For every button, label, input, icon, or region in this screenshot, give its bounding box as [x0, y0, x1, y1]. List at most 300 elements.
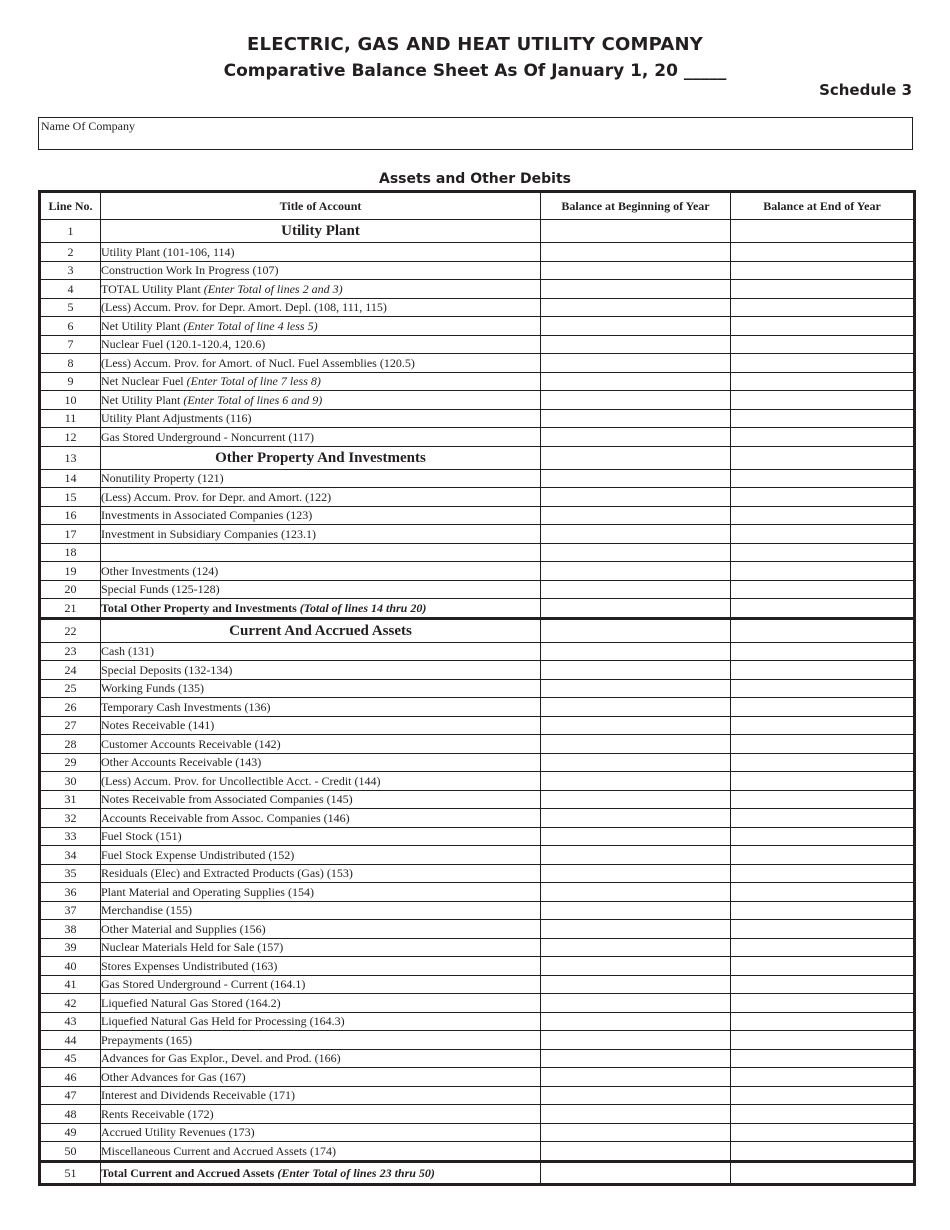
account-title-text: Accounts Receivable from Assoc. Companies (146) — [101, 810, 350, 825]
end-balance-cell[interactable] — [731, 716, 915, 735]
account-title — [101, 220, 541, 243]
line-number: 10 — [40, 391, 101, 410]
account-title-text: Miscellaneous Current and Accrued Assets (174) — [101, 1143, 336, 1158]
begin-balance-cell[interactable] — [541, 372, 731, 391]
account-title — [101, 1012, 541, 1031]
schedule-label: Schedule 3 — [819, 81, 912, 99]
account-title — [101, 809, 541, 828]
end-balance-cell[interactable] — [731, 562, 915, 581]
line-number: 3 — [40, 261, 101, 280]
begin-balance-cell[interactable] — [541, 772, 731, 791]
table-row — [40, 562, 915, 581]
account-title-text: Working Funds (135) — [101, 681, 205, 696]
end-balance-cell[interactable] — [731, 735, 915, 754]
line-number: 48 — [40, 1105, 101, 1124]
begin-balance-cell[interactable] — [541, 883, 731, 902]
begin-balance-cell[interactable] — [541, 1068, 731, 1087]
company-name-label: Name Of Company — [41, 119, 135, 133]
end-balance-cell[interactable] — [731, 772, 915, 791]
account-title — [101, 335, 541, 354]
account-title-note: (Enter Total of lines 2 and 3) — [203, 281, 343, 296]
line-number: 18 — [40, 543, 101, 562]
begin-balance-cell[interactable] — [541, 901, 731, 920]
line-number: 11 — [40, 409, 101, 428]
line-number: 49 — [40, 1123, 101, 1142]
begin-balance-cell[interactable] — [541, 354, 731, 373]
begin-balance-cell[interactable] — [541, 298, 731, 317]
account-title-text: Other Advances for Gas (167) — [101, 1069, 246, 1084]
account-title — [101, 488, 541, 507]
table-row — [40, 679, 915, 698]
table-row — [40, 975, 915, 994]
line-number: 9 — [40, 372, 101, 391]
line-number: 14 — [40, 469, 101, 488]
account-title-text: Nuclear Fuel (120.1-120.4, 120.6) — [101, 337, 266, 352]
account-title — [101, 716, 541, 735]
begin-balance-cell[interactable] — [541, 409, 731, 428]
balance-sheet-table — [38, 190, 916, 1186]
end-balance-cell[interactable] — [731, 1123, 915, 1142]
line-number: 15 — [40, 488, 101, 507]
begin-balance-cell[interactable] — [541, 790, 731, 809]
line-number: 25 — [40, 679, 101, 698]
line-number: 20 — [40, 580, 101, 599]
company-name-field[interactable] — [38, 117, 913, 150]
line-number: 36 — [40, 883, 101, 902]
account-title-text: Total Current and Accrued Assets — [101, 1165, 278, 1180]
account-title-text: Investment in Subsidiary Companies (123.1) — [101, 526, 316, 541]
account-title-text: Accrued Utility Revenues (173) — [101, 1125, 255, 1140]
begin-balance-cell[interactable] — [541, 735, 731, 754]
table-row — [40, 317, 915, 336]
account-title — [101, 1049, 541, 1068]
table-row — [40, 335, 915, 354]
account-title-text: Cash (131) — [101, 644, 154, 659]
line-number: 46 — [40, 1068, 101, 1087]
begin-balance-cell[interactable] — [541, 642, 731, 661]
account-title — [101, 446, 541, 469]
account-title — [101, 735, 541, 754]
account-title-note: (Enter Total of line 7 less 8) — [186, 374, 321, 389]
begin-balance-cell[interactable] — [541, 506, 731, 525]
table-row — [40, 846, 915, 865]
end-balance-cell[interactable] — [731, 409, 915, 428]
table-row — [40, 280, 915, 299]
table-row — [40, 372, 915, 391]
account-title — [101, 901, 541, 920]
table-row — [40, 753, 915, 772]
account-title-text: Rents Receivable (172) — [101, 1106, 214, 1121]
table-row — [40, 354, 915, 373]
line-number: 40 — [40, 957, 101, 976]
account-title — [101, 409, 541, 428]
line-number: 51 — [40, 1161, 101, 1184]
account-title — [101, 864, 541, 883]
end-balance-cell[interactable] — [731, 618, 915, 642]
line-number: 24 — [40, 661, 101, 680]
end-balance-cell[interactable] — [731, 1105, 915, 1124]
begin-balance-cell[interactable] — [541, 428, 731, 447]
line-number: 39 — [40, 938, 101, 957]
account-title — [101, 790, 541, 809]
table-row — [40, 864, 915, 883]
account-title-text: Construction Work In Progress (107) — [101, 263, 279, 278]
account-title — [101, 599, 541, 619]
begin-balance-cell[interactable] — [541, 1161, 731, 1184]
end-balance-cell[interactable] — [731, 938, 915, 957]
table-row — [40, 1086, 915, 1105]
end-balance-cell[interactable] — [731, 580, 915, 599]
line-number: 30 — [40, 772, 101, 791]
begin-balance-cell[interactable] — [541, 975, 731, 994]
begin-balance-cell[interactable] — [541, 335, 731, 354]
end-balance-cell[interactable] — [731, 372, 915, 391]
table-row — [40, 543, 915, 562]
end-balance-cell[interactable] — [731, 335, 915, 354]
account-title — [101, 957, 541, 976]
end-balance-cell[interactable] — [731, 488, 915, 507]
end-balance-cell[interactable] — [731, 698, 915, 717]
line-number: 37 — [40, 901, 101, 920]
begin-balance-cell[interactable] — [541, 280, 731, 299]
line-number: 17 — [40, 525, 101, 544]
account-title — [101, 994, 541, 1013]
table-row — [40, 716, 915, 735]
end-balance-cell[interactable] — [731, 679, 915, 698]
account-title-text: Investments in Associated Companies (123) — [101, 508, 313, 523]
end-balance-cell[interactable] — [731, 220, 915, 243]
table-row — [40, 901, 915, 920]
end-balance-cell[interactable] — [731, 1142, 915, 1162]
table-row — [40, 735, 915, 754]
end-balance-cell[interactable] — [731, 469, 915, 488]
table-row — [40, 809, 915, 828]
end-balance-cell[interactable] — [731, 1086, 915, 1105]
account-title — [101, 261, 541, 280]
table-row — [40, 391, 915, 410]
account-title — [101, 562, 541, 581]
begin-balance-cell[interactable] — [541, 580, 731, 599]
account-title-text: (Less) Accum. Prov. for Amort. of Nucl. Fuel Assemblies (120.5) — [101, 355, 415, 370]
end-balance-cell[interactable] — [731, 1012, 915, 1031]
table-row — [40, 409, 915, 428]
account-title — [101, 391, 541, 410]
account-title — [101, 846, 541, 865]
table-row — [40, 920, 915, 939]
account-title-text: Residuals (Elec) and Extracted Products (Gas) (153) — [101, 866, 353, 881]
account-title-text: Stores Expenses Undistributed (163) — [101, 958, 278, 973]
account-title — [101, 525, 541, 544]
end-balance-cell[interactable] — [731, 298, 915, 317]
account-title — [101, 1068, 541, 1087]
account-title — [101, 506, 541, 525]
account-title-text: Other Accounts Receivable (143) — [101, 755, 262, 770]
end-balance-cell[interactable] — [731, 599, 915, 619]
end-balance-cell[interactable] — [731, 642, 915, 661]
table-row — [40, 298, 915, 317]
end-balance-cell[interactable] — [731, 790, 915, 809]
end-balance-cell[interactable] — [731, 920, 915, 939]
account-title-text: Total Other Property and Investments — [101, 600, 300, 615]
end-balance-cell[interactable] — [731, 280, 915, 299]
line-number: 34 — [40, 846, 101, 865]
line-number: 26 — [40, 698, 101, 717]
begin-balance-cell[interactable] — [541, 679, 731, 698]
begin-balance-cell[interactable] — [541, 1105, 731, 1124]
line-number: 13 — [40, 446, 101, 469]
account-title-text: Temporary Cash Investments (136) — [101, 699, 271, 714]
account-title-text: Notes Receivable from Associated Companies (145) — [101, 792, 353, 807]
end-balance-cell[interactable] — [731, 261, 915, 280]
account-title-note: (Enter Total of lines 23 thru 50) — [277, 1165, 435, 1180]
table-row — [40, 220, 915, 243]
account-title — [101, 679, 541, 698]
account-title-text: Fuel Stock Expense Undistributed (152) — [101, 847, 295, 862]
account-title-text: Interest and Dividends Receivable (171) — [101, 1088, 295, 1103]
line-number: 6 — [40, 317, 101, 336]
end-balance-cell[interactable] — [731, 317, 915, 336]
account-title — [101, 618, 541, 642]
line-number: 27 — [40, 716, 101, 735]
table-row — [40, 772, 915, 791]
account-title — [101, 372, 541, 391]
line-number: 8 — [40, 354, 101, 373]
account-title — [101, 354, 541, 373]
begin-balance-cell[interactable] — [541, 543, 731, 562]
table-row — [40, 1105, 915, 1124]
line-number: 7 — [40, 335, 101, 354]
table-row — [40, 1123, 915, 1142]
end-balance-cell[interactable] — [731, 1161, 915, 1184]
begin-balance-cell[interactable] — [541, 1123, 731, 1142]
table-row — [40, 488, 915, 507]
account-title-text: Special Deposits (132-134) — [101, 662, 233, 677]
account-title-text: Net Utility Plant — [101, 392, 184, 407]
begin-balance-cell[interactable] — [541, 1142, 731, 1162]
title-header: Title of Account — [101, 192, 541, 220]
end-balance-cell[interactable] — [731, 809, 915, 828]
account-title — [101, 753, 541, 772]
begin-balance-cell[interactable] — [541, 488, 731, 507]
begin-balance-cell[interactable] — [541, 1086, 731, 1105]
account-title — [101, 280, 541, 299]
end-balance-cell[interactable] — [731, 543, 915, 562]
begin-balance-cell[interactable] — [541, 864, 731, 883]
account-title — [101, 298, 541, 317]
end-balance-cell[interactable] — [731, 901, 915, 920]
line-number: 32 — [40, 809, 101, 828]
line-number: 41 — [40, 975, 101, 994]
line-number: 4 — [40, 280, 101, 299]
account-title-text: Gas Stored Underground - Current (164.1) — [101, 977, 306, 992]
line-number: 50 — [40, 1142, 101, 1162]
account-title-text: Notes Receivable (141) — [101, 718, 215, 733]
end-balance-cell[interactable] — [731, 1068, 915, 1087]
begin-balance-cell[interactable] — [541, 243, 731, 262]
line-number: 1 — [40, 220, 101, 243]
account-title — [101, 1161, 541, 1184]
account-title-text: (Less) Accum. Prov. for Depr. Amort. Depl. (108, 111, 115) — [101, 300, 387, 315]
begin-balance-cell[interactable] — [541, 446, 731, 469]
begin-balance-cell[interactable] — [541, 525, 731, 544]
account-title-text: Prepayments (165) — [101, 1032, 192, 1047]
line-number: 12 — [40, 428, 101, 447]
account-title — [101, 883, 541, 902]
line-number: 16 — [40, 506, 101, 525]
account-title — [101, 580, 541, 599]
table-header-row — [40, 192, 915, 220]
table-row — [40, 580, 915, 599]
line-number: 5 — [40, 298, 101, 317]
end-balance-cell[interactable] — [731, 957, 915, 976]
account-title-text: Net Utility Plant — [101, 318, 184, 333]
account-title-text: (Less) Accum. Prov. for Depr. and Amort. (122) — [101, 489, 332, 504]
table-row — [40, 661, 915, 680]
account-title — [101, 1123, 541, 1142]
account-title — [101, 920, 541, 939]
line-no-header: Line No. — [40, 192, 101, 220]
line-number: 29 — [40, 753, 101, 772]
begin-balance-cell[interactable] — [541, 391, 731, 410]
account-title — [101, 469, 541, 488]
end-balance-cell[interactable] — [731, 864, 915, 883]
table-row — [40, 1142, 915, 1162]
account-title-text: Other Material and Supplies (156) — [101, 921, 266, 936]
account-title — [101, 1142, 541, 1162]
begin-balance-cell[interactable] — [541, 994, 731, 1013]
begin-balance-cell[interactable] — [541, 846, 731, 865]
begin-balance-cell[interactable] — [541, 1049, 731, 1068]
form-title: ELECTRIC, GAS AND HEAT UTILITY COMPANY — [247, 34, 703, 55]
begin-balance-cell[interactable] — [541, 562, 731, 581]
account-title-text: Utility Plant — [281, 223, 360, 239]
begin-balance-cell[interactable] — [541, 957, 731, 976]
account-title-note: (Enter Total of line 4 less 5) — [183, 318, 318, 333]
account-title-text: Utility Plant Adjustments (116) — [101, 411, 252, 426]
account-title — [101, 772, 541, 791]
table-row — [40, 1068, 915, 1087]
begin-balance-cell[interactable] — [541, 220, 731, 243]
account-title — [101, 661, 541, 680]
account-title-text: Current And Accrued Assets — [229, 622, 412, 639]
account-title-text: TOTAL Utility Plant — [101, 281, 204, 296]
account-title — [101, 428, 541, 447]
end-balance-cell[interactable] — [731, 1031, 915, 1050]
line-number: 42 — [40, 994, 101, 1013]
end-balance-cell[interactable] — [731, 994, 915, 1013]
begin-balance-cell[interactable] — [541, 1012, 731, 1031]
account-title-text: Gas Stored Underground - Noncurrent (117) — [101, 429, 314, 444]
line-number: 2 — [40, 243, 101, 262]
line-number: 28 — [40, 735, 101, 754]
end-balance-cell[interactable] — [731, 753, 915, 772]
line-number: 22 — [40, 618, 101, 642]
end-balance-cell[interactable] — [731, 506, 915, 525]
table-row — [40, 1031, 915, 1050]
account-title-text: Nonutility Property (121) — [101, 471, 224, 486]
account-title — [101, 698, 541, 717]
begin-balance-cell[interactable] — [541, 938, 731, 957]
end-balance-cell[interactable] — [731, 883, 915, 902]
account-title-text: Liquefied Natural Gas Stored (164.2) — [101, 995, 281, 1010]
begin-balance-cell[interactable] — [541, 618, 731, 642]
table-row — [40, 428, 915, 447]
begin-balance-cell[interactable] — [541, 317, 731, 336]
table-row — [40, 642, 915, 661]
begin-balance-cell[interactable] — [541, 261, 731, 280]
end-balance-cell[interactable] — [731, 975, 915, 994]
begin-balance-cell[interactable] — [541, 661, 731, 680]
table-row — [40, 698, 915, 717]
line-number: 38 — [40, 920, 101, 939]
table-row — [40, 1161, 915, 1184]
line-number: 47 — [40, 1086, 101, 1105]
end-balance-cell[interactable] — [731, 354, 915, 373]
begin-balance-cell[interactable] — [541, 698, 731, 717]
end-balance-cell[interactable] — [731, 428, 915, 447]
begin-balance-cell[interactable] — [541, 920, 731, 939]
end-balance-cell[interactable] — [731, 1049, 915, 1068]
account-title — [101, 1031, 541, 1050]
table-row — [40, 883, 915, 902]
table-row — [40, 261, 915, 280]
account-title — [101, 1105, 541, 1124]
section-title: Assets and Other Debits — [378, 171, 571, 187]
account-title-text: (Less) Accum. Prov. for Uncollectible Acct. - Credit (144) — [101, 773, 381, 788]
table-row — [40, 618, 915, 642]
account-title — [101, 543, 541, 562]
end-balance-cell[interactable] — [731, 827, 915, 846]
begin-balance-cell[interactable] — [541, 599, 731, 619]
account-title-text: Merchandise (155) — [101, 903, 192, 918]
begin-balance-header: Balance at Beginning of Year — [541, 192, 731, 220]
account-title — [101, 1086, 541, 1105]
end-balance-cell[interactable] — [731, 525, 915, 544]
end-balance-cell[interactable] — [731, 243, 915, 262]
account-title-text: Other Investments (124) — [101, 563, 219, 578]
line-number: 44 — [40, 1031, 101, 1050]
line-number: 21 — [40, 599, 101, 619]
table-row — [40, 1012, 915, 1031]
table-row — [40, 1049, 915, 1068]
account-title-note: (Enter Total of lines 6 and 9) — [183, 392, 323, 407]
account-title-note: (Total of lines 14 thru 20) — [299, 600, 427, 615]
account-title-text: Plant Material and Operating Supplies (154) — [101, 884, 314, 899]
begin-balance-cell[interactable] — [541, 469, 731, 488]
table-row — [40, 525, 915, 544]
end-balance-cell[interactable] — [731, 846, 915, 865]
line-number: 19 — [40, 562, 101, 581]
account-title — [101, 827, 541, 846]
table-row — [40, 599, 915, 619]
end-balance-cell[interactable] — [731, 661, 915, 680]
line-number: 23 — [40, 642, 101, 661]
table-row — [40, 938, 915, 957]
table-row — [40, 790, 915, 809]
table-row — [40, 446, 915, 469]
begin-balance-cell[interactable] — [541, 827, 731, 846]
end-balance-cell[interactable] — [731, 446, 915, 469]
line-number: 45 — [40, 1049, 101, 1068]
begin-balance-cell[interactable] — [541, 809, 731, 828]
account-title — [101, 642, 541, 661]
begin-balance-cell[interactable] — [541, 716, 731, 735]
end-balance-cell[interactable] — [731, 391, 915, 410]
table-row — [40, 243, 915, 262]
begin-balance-cell[interactable] — [541, 1031, 731, 1050]
account-title-text: Special Funds (125-128) — [101, 582, 220, 597]
begin-balance-cell[interactable] — [541, 753, 731, 772]
